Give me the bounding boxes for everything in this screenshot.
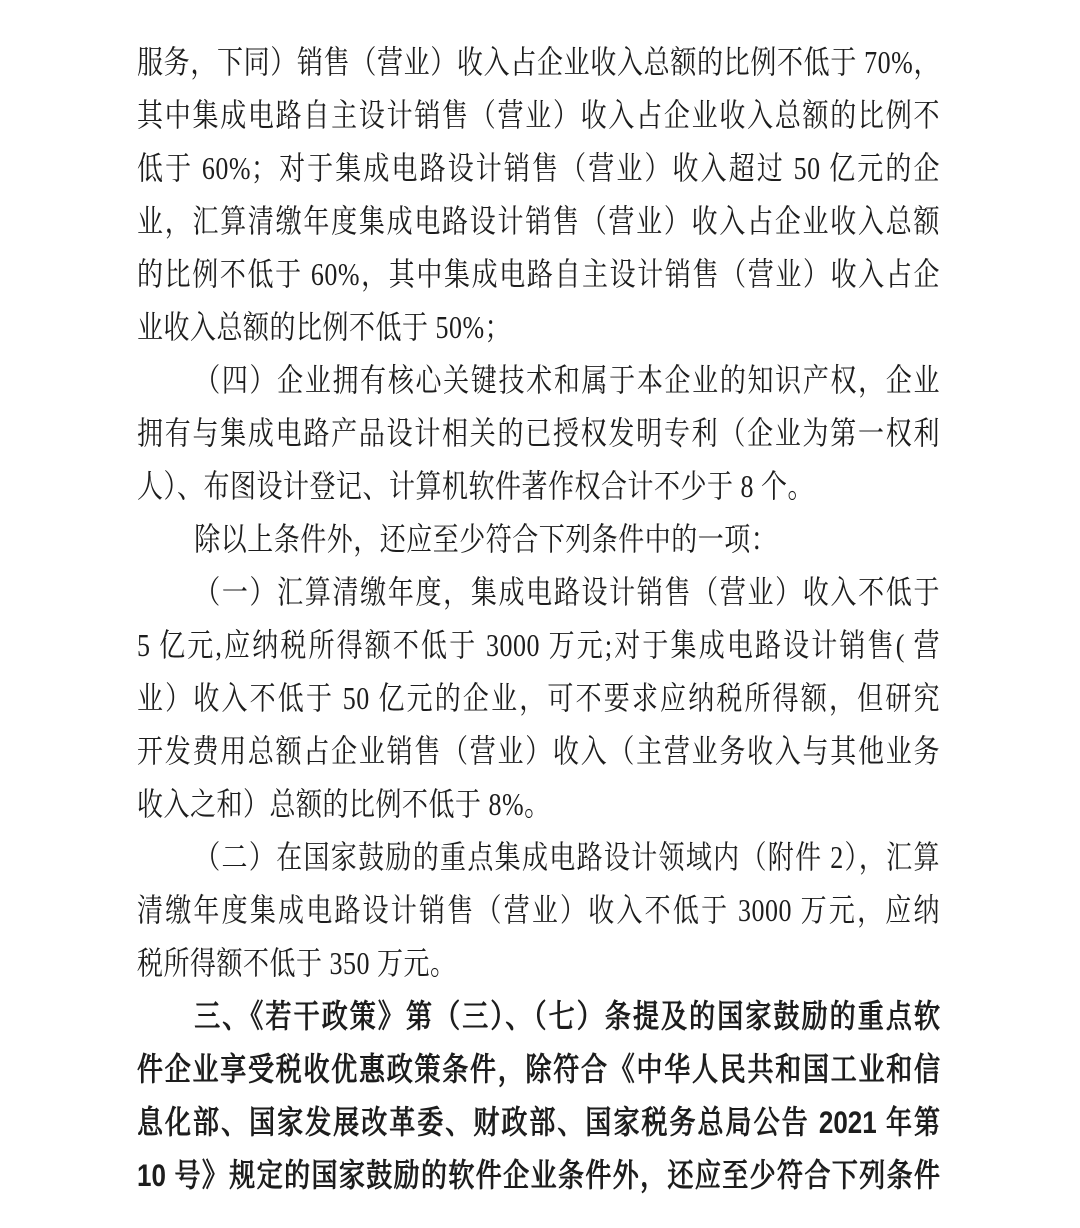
text-line: 清缴年度集成电路设计销售（营业）收入不低于 3000 万元，应纳 bbox=[137, 892, 940, 929]
text-line: 税所得额不低于 350 万元。 bbox=[137, 945, 457, 982]
text-line: （一）汇算清缴年度，集成电路设计销售（营业）收入不低于 bbox=[194, 574, 940, 611]
para-option-1-revenue-threshold bbox=[137, 566, 940, 831]
text-line: 息化部、国家发展改革委、财政部、国家税务总局公告 2021 年第 bbox=[137, 1103, 940, 1141]
text-line: 的比例不低于 60%，其中集成电路自主设计销售（营业）收入占企 bbox=[137, 256, 940, 293]
text-line: 除以上条件外，还应至少符合下列条件中的一项： bbox=[194, 521, 778, 558]
text-line: 业收入总额的比例不低于 50%； bbox=[137, 309, 512, 346]
text-line: 业，汇算清缴年度集成电路设计销售（营业）收入占企业收入总额 bbox=[137, 203, 940, 240]
para-ic-design-revenue-ratio bbox=[137, 36, 940, 354]
text-line: 5 亿元,应纳税所得额不低于 3000 万元;对于集成电路设计销售( 营 bbox=[137, 627, 940, 664]
text-line: 业）收入不低于 50 亿元的企业，可不要求应纳税所得额，但研究 bbox=[137, 680, 940, 717]
text-line: 低于 60%；对于集成电路设计销售（营业）收入超过 50 亿元的企 bbox=[137, 150, 940, 187]
para-section-3-key-software-enterprises bbox=[137, 990, 940, 1202]
text-line: 其中集成电路自主设计销售（营业）收入占企业收入总额的比例不 bbox=[137, 97, 940, 134]
text-line: 件企业享受税收优惠政策条件，除符合《中华人民共和国工业和信 bbox=[137, 1050, 940, 1088]
para-additional-conditions-intro bbox=[137, 513, 940, 566]
text-line: 开发费用总额占企业销售（营业）收入（主营业务收入与其他业务 bbox=[137, 733, 940, 770]
text-line: 服务，下同）销售（营业）收入占企业收入总额的比例不低于 70%， bbox=[137, 44, 940, 81]
text-line: （四）企业拥有核心关键技术和属于本企业的知识产权，企业 bbox=[194, 362, 940, 399]
para-item-4-ip-requirements bbox=[137, 354, 940, 513]
text-line: 拥有与集成电路产品设计相关的已授权发明专利（企业为第一权利 bbox=[137, 415, 940, 452]
text-line: 三、《若干政策》第（三）、（七）条提及的国家鼓励的重点软 bbox=[194, 997, 940, 1035]
text-line: 人）、布图设计登记、计算机软件著作权合计不少于 8 个。 bbox=[137, 468, 815, 505]
text-line: 收入之和）总额的比例不低于 8%。 bbox=[137, 786, 551, 823]
text-line: 10 号》规定的国家鼓励的软件企业条件外，还应至少符合下列条件 bbox=[137, 1156, 940, 1194]
para-option-2-key-field bbox=[137, 831, 940, 990]
text-line: （二）在国家鼓励的重点集成电路设计领域内（附件 2），汇算 bbox=[194, 839, 940, 876]
